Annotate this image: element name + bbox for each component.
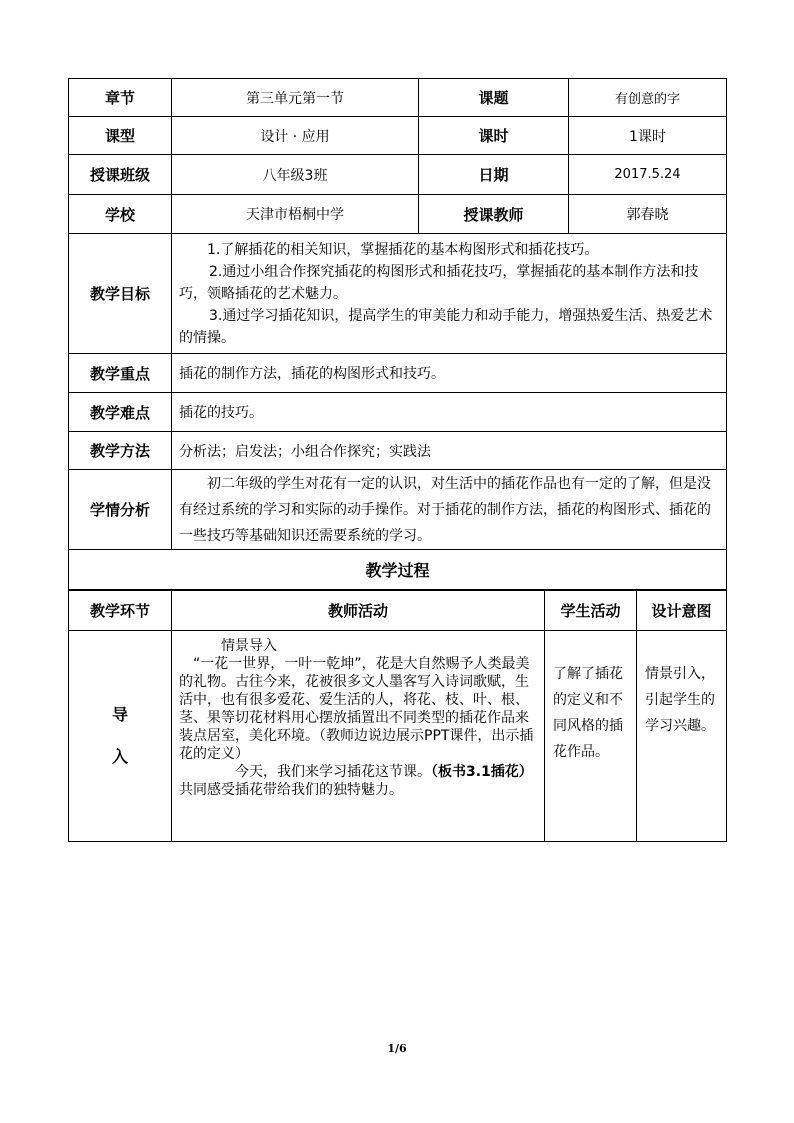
process-table <box>68 590 727 842</box>
difficulty-label: 教学难点 <box>69 393 172 432</box>
table-row <box>69 631 727 842</box>
type-label: 课型 <box>69 117 172 155</box>
class-label: 授课班级 <box>69 155 172 195</box>
intro-stage <box>69 631 172 842</box>
table-row <box>69 234 727 354</box>
analysis-content <box>172 470 727 550</box>
intro-stage-line-2: 入 <box>111 747 128 766</box>
header-stage: 教学环节 <box>69 591 172 631</box>
process-title: 教学过程 <box>69 550 727 590</box>
intro-paragraph-1: “一花一世界，一叶一乾坤”，花是大自然赐予人类最美的礼物。古往今来，花被很多文人墨客写入诗词歌赋，生活中，也有很多爱花、爱生活的人，将花、枝、叶、根、茎、果等切花材料用心摆放插置出不同类型的插花作品来装点居室，美化环境。（教师边说边展示PPT课件，出示插花的定义） <box>179 656 534 762</box>
table-row <box>69 550 727 590</box>
table-row <box>69 117 727 155</box>
hours-value: 1课时 <box>569 117 727 155</box>
topic-value: 有创意的字 <box>569 79 727 117</box>
goals-label: 教学目标 <box>69 234 172 354</box>
header-teacher: 教师活动 <box>172 591 545 631</box>
analysis-value: 初二年级的学生对花有一定的认识，对生活中的插花作品也有一定的了解，但是没有经过系统的学习和实际的动手操作。对于插花的制作方法，插花的构图形式、插花的一些技巧等基础知识还需要系统的学习。 <box>179 475 711 544</box>
intro-stage-line-1: 导 <box>111 705 128 724</box>
page-number: 1/6 <box>387 1042 407 1055</box>
table-row <box>69 432 727 470</box>
header-intent: 设计意图 <box>637 591 727 631</box>
table-row <box>69 591 727 631</box>
teacher-label: 授课教师 <box>419 195 569 234</box>
intro-paragraph-2 <box>179 763 534 799</box>
table-row <box>69 195 727 234</box>
chapter-label: 章节 <box>69 79 172 117</box>
table-row <box>69 79 727 117</box>
methods-label: 教学方法 <box>69 432 172 470</box>
table-row <box>69 354 727 393</box>
intro-student-activity: 了解了插花的定义和不同风格的插花作品。 <box>545 631 637 842</box>
difficulty-value: 插花的技巧。 <box>172 393 727 432</box>
teacher-value: 郭春晓 <box>569 195 727 234</box>
date-label: 日期 <box>419 155 569 195</box>
goal-item-1: 1.了解插花的相关知识，掌握插花的基本构图形式和插花技巧。 <box>207 241 599 258</box>
date-value: 2017.5.24 <box>569 155 727 195</box>
intro-heading: 情景导入 <box>221 638 277 654</box>
table-row <box>69 155 727 195</box>
key-points-value: 插花的制作方法，插花的构图形式和技巧。 <box>172 354 727 393</box>
hours-label: 课时 <box>419 117 569 155</box>
class-value: 八年级3班 <box>172 155 419 195</box>
board-note: （板书3.1插花） <box>431 764 533 780</box>
key-points-label: 教学重点 <box>69 354 172 393</box>
type-value: 设计 · 应用 <box>172 117 419 155</box>
topic-label: 课题 <box>419 79 569 117</box>
goal-item-2: 2.通过小组合作探究插花的构图形式和插花技巧，掌握插花的基本制作方法和技巧，领略插花的艺术魅力。 <box>179 263 699 302</box>
table-row <box>69 470 727 550</box>
goals-content <box>172 234 727 354</box>
school-value: 天津市梧桐中学 <box>172 195 419 234</box>
intro-paragraph-2-prefix: 今天，我们来学习插花这节课。 <box>235 764 431 780</box>
table-row <box>69 393 727 432</box>
header-student: 学生活动 <box>545 591 637 631</box>
intro-teacher-activity <box>172 631 545 842</box>
methods-value: 分析法；启发法；小组合作探究；实践法 <box>172 432 727 470</box>
chapter-value: 第三单元第一节 <box>172 79 419 117</box>
goal-item-3: 3.通过学习插花知识，提高学生的审美能力和动手能力，增强热爱生活、热爱艺术的情操。 <box>179 307 713 346</box>
school-label: 学校 <box>69 195 172 234</box>
intro-design-intent: 情景引入，引起学生的学习兴趣。 <box>637 631 727 842</box>
lesson-info-table <box>68 78 727 590</box>
analysis-label: 学情分析 <box>69 470 172 550</box>
intro-paragraph-2-suffix: 共同感受插花带给我们的独特魅力。 <box>179 782 403 798</box>
